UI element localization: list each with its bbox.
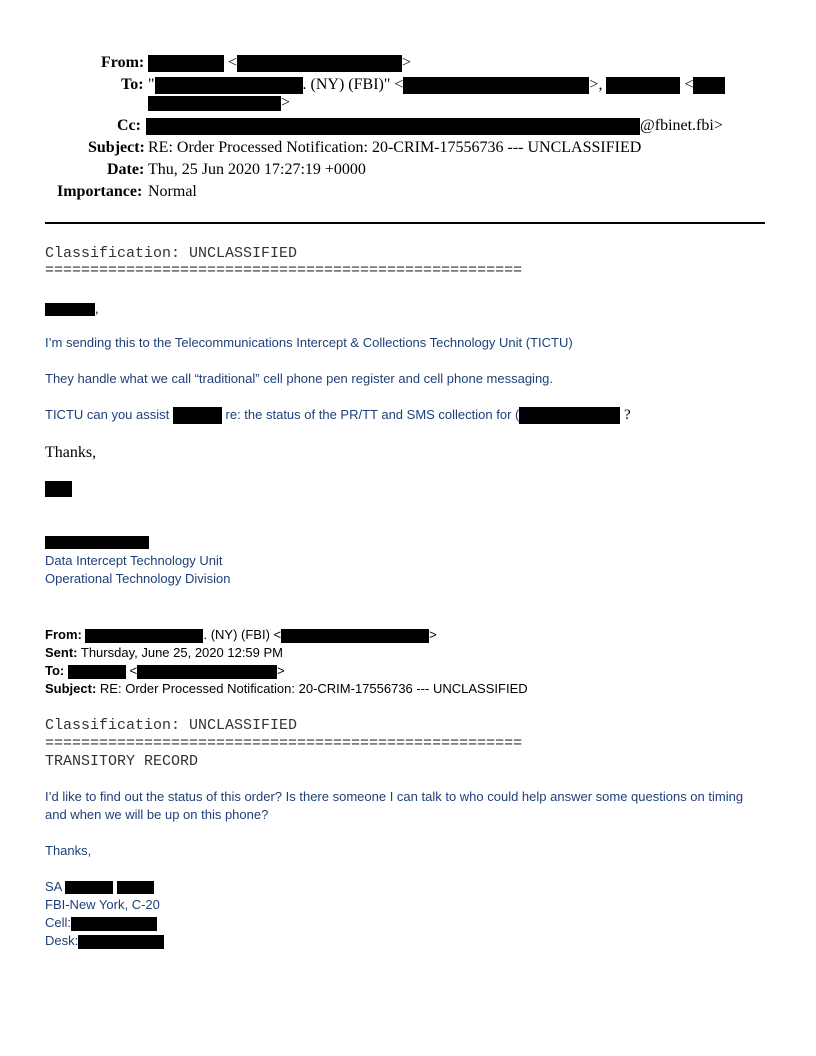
- redaction: [45, 536, 149, 549]
- redaction: [237, 55, 402, 72]
- redaction: [68, 665, 126, 679]
- to-label: To:: [121, 76, 144, 93]
- redaction: [146, 118, 640, 135]
- importance-value: Normal: [148, 183, 197, 200]
- date-value: Thu, 25 Jun 2020 17:27:19 +0000: [148, 161, 366, 178]
- redaction: [45, 303, 95, 316]
- redaction: [403, 77, 589, 94]
- signature-unit: Data Intercept Technology Unit: [45, 553, 223, 568]
- classification-banner: Classification: UNCLASSIFIED: [45, 245, 298, 262]
- classification-banner: Classification: UNCLASSIFIED: [45, 717, 298, 734]
- signature-name: SA: [45, 879, 154, 894]
- cc-value: @fbinet.fbi>: [146, 117, 723, 135]
- fwd-to-row: To: < >: [45, 663, 285, 678]
- redaction: [155, 77, 303, 94]
- redaction: [606, 77, 680, 94]
- transitory-record: TRANSITORY RECORD: [45, 753, 199, 770]
- cc-label: Cc:: [117, 117, 141, 134]
- thanks: Thanks,: [45, 444, 97, 461]
- fwd-from-row: From: . (NY) (FBI) < >: [45, 627, 437, 642]
- body-line: TICTU can you assist re: the status of the PR/TT and SMS collection for ( ?: [45, 407, 631, 423]
- redaction: [148, 96, 281, 111]
- redaction: [281, 629, 429, 643]
- separator: =====================================================: [45, 262, 523, 279]
- signature-desk: Desk:: [45, 933, 164, 949]
- importance-label: Importance:: [57, 183, 143, 200]
- body-line: and when we will be up on this phone?: [45, 807, 269, 822]
- redaction: [173, 407, 222, 424]
- redaction: [71, 917, 157, 931]
- from-value: < >: [148, 54, 411, 72]
- signature-office: FBI-New York, C-20: [45, 897, 160, 912]
- redaction: [65, 881, 113, 894]
- redaction: [148, 55, 224, 72]
- body-line: They handle what we call “traditional” cell phone pen register and cell phone messaging.: [45, 371, 554, 386]
- body-line: I’m sending this to the Telecommunications Intercept & Collections Technology Unit (TICTU): [45, 335, 573, 350]
- redaction: [519, 407, 620, 424]
- greeting: ,: [45, 301, 99, 316]
- date-label: Date:: [107, 161, 145, 178]
- signature-cell: Cell:: [45, 915, 157, 931]
- body-line: I’d like to find out the status of this order? Is there someone I can talk to who could help answer some questions on timing: [45, 789, 744, 804]
- redaction: [117, 881, 154, 894]
- header-divider: [45, 222, 765, 224]
- redaction: [85, 629, 203, 643]
- fwd-subject-row: Subject: RE: Order Processed Notification: 20-CRIM-17556736 --- UNCLASSIFIED: [45, 681, 528, 696]
- separator: =====================================================: [45, 735, 523, 752]
- from-label: From:: [101, 54, 145, 71]
- redaction: [45, 481, 72, 497]
- redaction: [693, 77, 725, 94]
- redaction: [137, 665, 277, 679]
- thanks: Thanks,: [45, 843, 92, 858]
- signature-division: Operational Technology Division: [45, 571, 231, 586]
- to-value: " . (NY) (FBI)" < >, <: [148, 76, 725, 94]
- subject-value: RE: Order Processed Notification: 20-CRIM-17556736 --- UNCLASSIFIED: [148, 139, 642, 156]
- subject-label: Subject:: [88, 139, 145, 156]
- fwd-sent-row: Sent: Thursday, June 25, 2020 12:59 PM: [45, 645, 283, 660]
- redaction: [78, 935, 164, 949]
